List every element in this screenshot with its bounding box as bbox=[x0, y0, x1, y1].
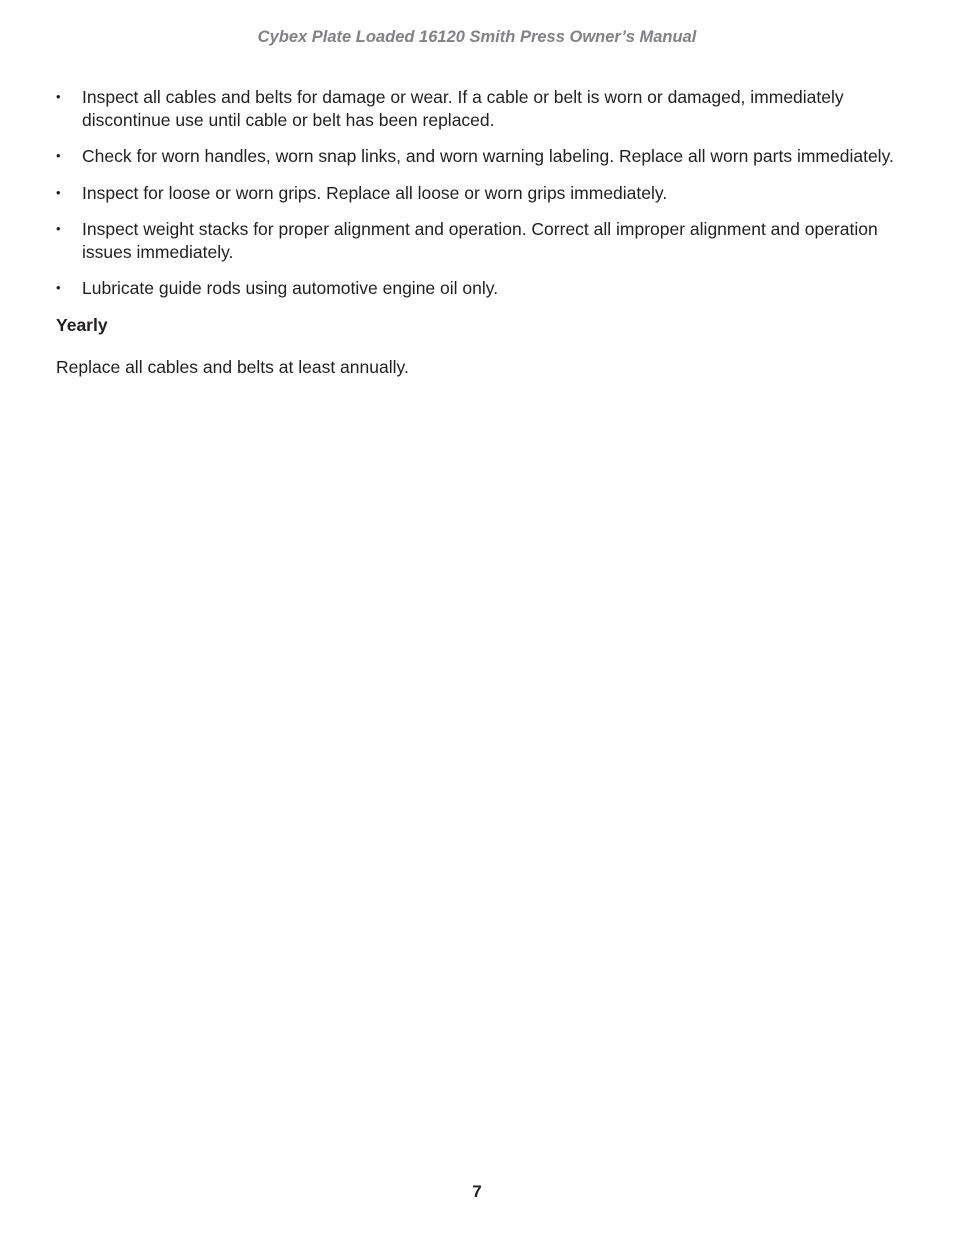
list-item-text: Lubricate guide rods using automotive engine oil only. bbox=[82, 278, 499, 298]
bullet-icon: • bbox=[56, 148, 61, 163]
list-item-text: Check for worn handles, worn snap links, and worn warning labeling. Replace all worn parts immediately. bbox=[82, 146, 894, 166]
bullet-icon: • bbox=[56, 280, 61, 295]
page-number: 7 bbox=[472, 1182, 482, 1201]
yearly-paragraph: Replace all cables and belts at least annually. bbox=[56, 357, 409, 377]
page-content bbox=[56, 86, 916, 379]
maintenance-list bbox=[56, 86, 916, 300]
list-item-text: Inspect all cables and belts for damage or wear. If a cable or belt is worn or damaged, immediately discontinue use until cable or belt has been replaced. bbox=[82, 87, 844, 130]
list-item bbox=[56, 182, 916, 205]
list-item-text: Inspect weight stacks for proper alignment and operation. Correct all improper alignment and operation issues immediately. bbox=[82, 219, 878, 262]
running-header: Cybex Plate Loaded 16120 Smith Press Owner’s Manual bbox=[257, 28, 697, 46]
list-item bbox=[56, 145, 916, 168]
list-item-text: Inspect for loose or worn grips. Replace all loose or worn grips immediately. bbox=[82, 182, 668, 203]
bullet-icon: • bbox=[56, 221, 61, 236]
bullet-icon: • bbox=[56, 184, 61, 200]
list-item bbox=[56, 86, 916, 131]
bullet-icon: • bbox=[56, 89, 61, 104]
section-heading-yearly: Yearly bbox=[56, 314, 108, 335]
list-item bbox=[56, 218, 916, 263]
list-item bbox=[56, 277, 916, 300]
